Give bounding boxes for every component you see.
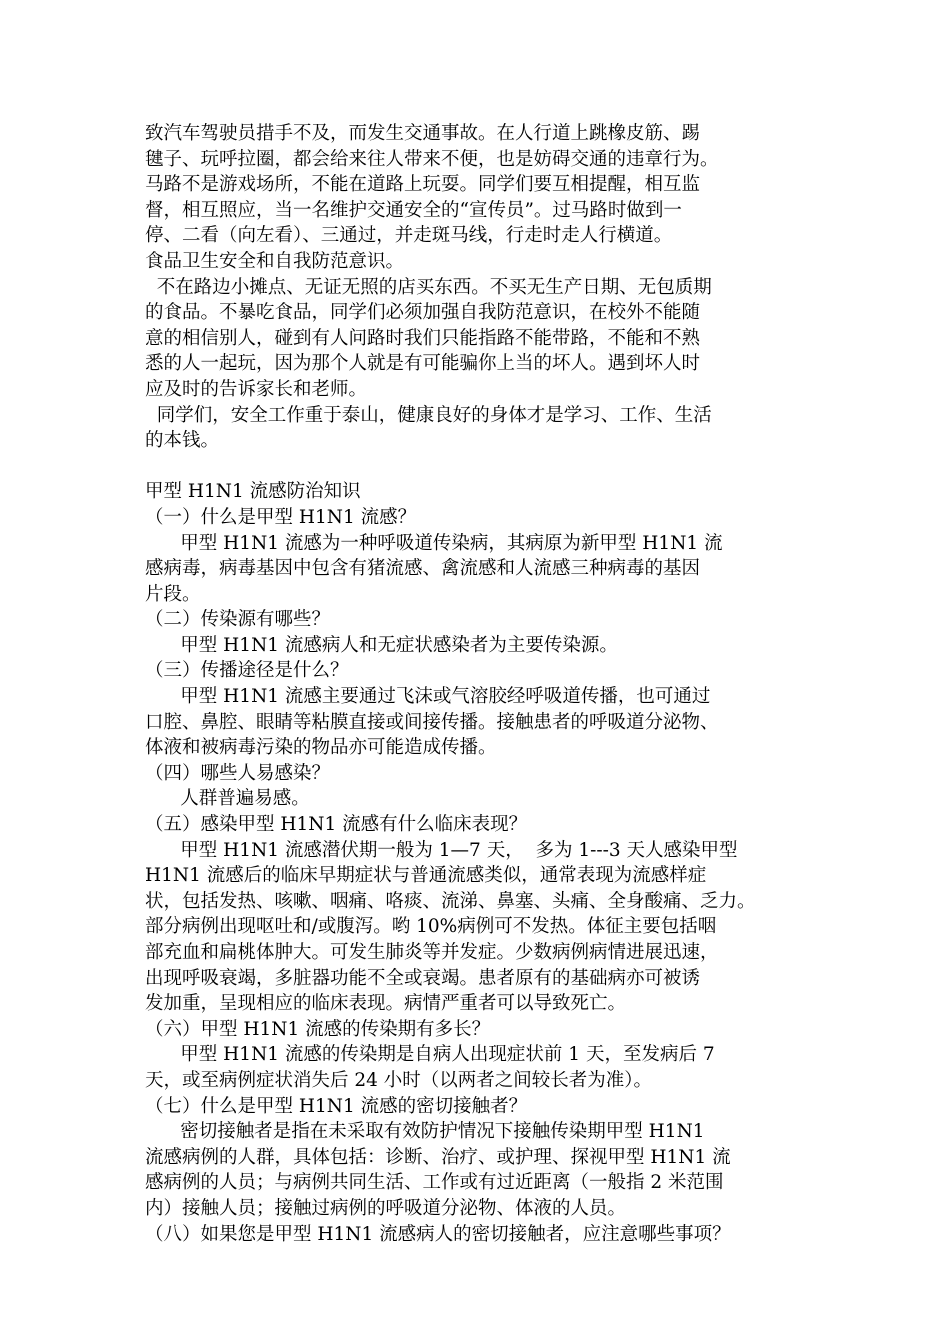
- blank-line: [145, 454, 815, 480]
- text-line: （五）感染甲型 H1N1 流感有什么临床表现？: [145, 814, 528, 836]
- text-line: 致汽车驾驶员措手不及，而发生交通事故。在人行道上跳橡皮筋、踢: [145, 123, 701, 144]
- text-line: 部充血和扁桃体肿大。可发生肺炎等并发症。少数病例病情进展迅速，: [145, 942, 719, 963]
- text-line: 毽子、玩呼拉圈，都会给来往人带来不便，也是妨碍交通的违章行为。: [145, 148, 719, 170]
- document-body: [145, 121, 815, 1247]
- text-line: 停、二看（向左看）、三通过，并走斑马线，行走时走人行横道。: [145, 225, 673, 247]
- text-line: 口腔、鼻腔、眼睛等粘膜直接或间接传播。接触患者的呼吸道分泌物、: [145, 711, 719, 733]
- text-line: 出现呼吸衰竭，多脏器功能不全或衰竭。患者原有的基础病亦可被诱: [145, 967, 701, 989]
- text-line: 片段。: [145, 583, 201, 605]
- text-line: （六）甲型 H1N1 流感的传染期有多长？: [145, 1018, 491, 1040]
- text-line: 甲型 H1N1 流感潜伏期一般为 1—7 天， 多为 1---3 天人感染甲型: [145, 839, 738, 861]
- text-line: 体液和被病毒污染的物品亦可能造成传播。: [145, 737, 497, 759]
- text-line: 天，或至病例症状消失后 24 小时（以两者之间较长者为准）。: [145, 1069, 653, 1091]
- text-line: 马路不是游戏场所，不能在道路上玩耍。同学们要互相提醒，相互监: [145, 174, 701, 196]
- text-line: （四）哪些人易感染？: [145, 762, 331, 784]
- text-line: 意的相信别人，碰到有人问路时我们只能指路不能带路，不能和不熟: [145, 327, 701, 349]
- text-line: 不在路边小摊点、无证无照的店买东西。不买无生产日期、无包质期: [145, 276, 712, 298]
- text-line: （二）传染源有哪些？: [145, 609, 331, 631]
- text-line: 甲型 H1N1 流感主要通过飞沫或气溶胶经呼吸道传播，也可通过: [145, 686, 711, 708]
- text-line: 状，包括发热、咳嗽、咽痛、咯痰、流涕、鼻塞、头痛、全身酸痛、乏力。: [145, 890, 756, 912]
- text-line: 感病毒，病毒基因中包含有猪流感、禽流感和人流感三种病毒的基因: [145, 558, 701, 580]
- text-line: 甲型 H1N1 流感为一种呼吸道传染病，其病原为新甲型 H1N1 流: [145, 532, 723, 554]
- text-line: 督，相互照应，当一名维护交通安全的“宣传员”。过马路时做到一: [145, 199, 682, 221]
- text-line: 发加重，呈现相应的临床表现。病情严重者可以导致死亡。: [145, 993, 627, 1015]
- text-line: 甲型 H1N1 流感病人和无症状感染者为主要传染源。: [145, 634, 618, 656]
- text-line: （一）什么是甲型 H1N1 流感？: [145, 506, 417, 528]
- text-line: 内）接触人员；接触过病例的呼吸道分泌物、体液的人员。: [145, 1197, 627, 1219]
- text-line: 应及时的告诉家长和老师。: [145, 378, 368, 400]
- text-line: （七）什么是甲型 H1N1 流感的密切接触者？: [145, 1095, 528, 1117]
- text-line: （八）如果您是甲型 H1N1 流感病人的密切接触者，应注意哪些事项？: [145, 1223, 731, 1245]
- text-line: 流感病例的人群，具体包括：诊断、治疗、或护理、探视甲型 H1N1 流: [145, 1146, 731, 1168]
- text-line: 的食品。不暴吃食品，同学们必须加强自我防范意识，在校外不能随: [145, 302, 701, 324]
- text-line: 甲型 H1N1 流感的传染期是自病人出现症状前 1 天，至发病后 7: [145, 1044, 715, 1066]
- text-line: 甲型 H1N1 流感防治知识: [145, 481, 361, 503]
- text-line: 食品卫生安全和自我防范意识。: [145, 250, 405, 272]
- text-line: 部分病例出现呕吐和/或腹泻。哟 10%病例可不发热。体征主要包括咽: [145, 916, 717, 938]
- text-line: 人群普遍易感。: [145, 788, 310, 810]
- text-line: 的本钱。: [145, 430, 220, 452]
- text-line: H1N1 流感后的临床早期症状与普通流感类似，通常表现为流感样症: [145, 865, 707, 887]
- text-line: 悉的人一起玩，因为那个人就是有可能骗你上当的坏人。遇到坏人时: [145, 353, 701, 375]
- text-line: 密切接触者是指在未采取有效防护情况下接触传染期甲型 H1N1: [145, 1121, 705, 1143]
- text-line: 同学们，安全工作重于泰山，健康良好的身体才是学习、工作、生活: [145, 404, 712, 426]
- text-line: （三）传播途径是什么？: [145, 660, 349, 682]
- text-line: 感病例的人员；与病例共同生活、工作或有过近距离（一般指 2 米范围: [145, 1172, 724, 1194]
